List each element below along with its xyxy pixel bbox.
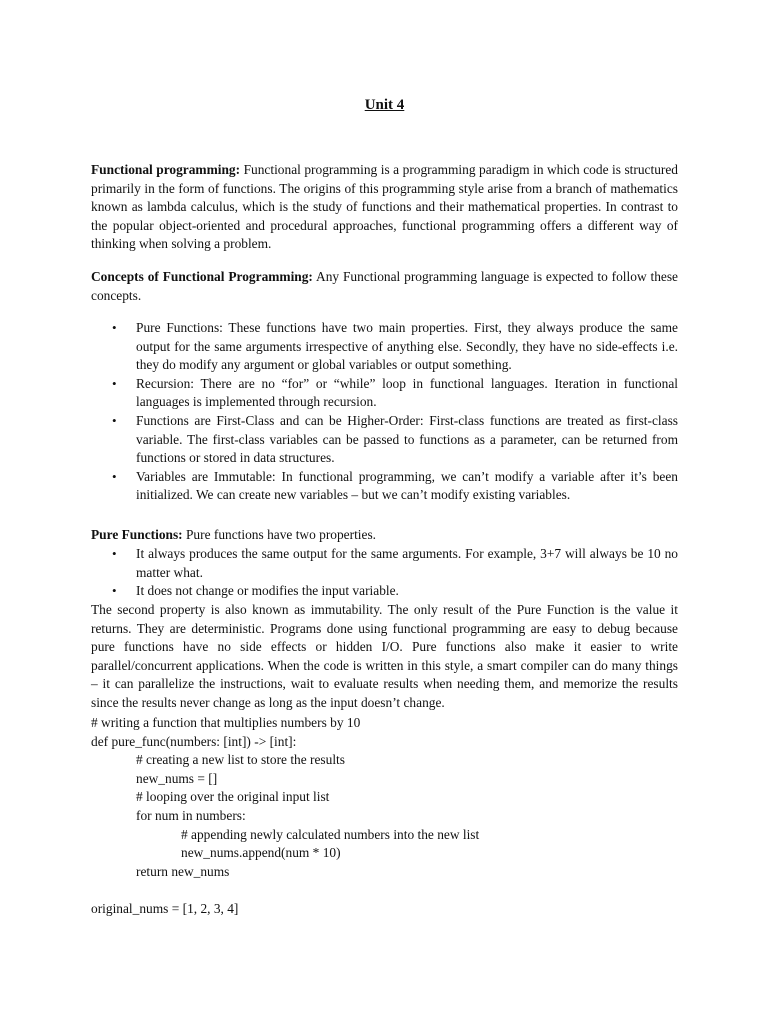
pure-functions-explanation: The second property is also known as immutability. The only result of the Pure Function is the value it returns. They are deterministic. Programs done using functional programming are easy to debug because pure functions have no side effects or hidden I/O. Pure functions also make it easier to write parallel/concurrent applications. When the code is written in this style, a smart compiler can do many things – it can parallelize the instructions, wait to evaluate results when needing them, and memorize the results since the results never change as long as the input doesn’t change. (91, 602, 678, 710)
concepts-paragraph (91, 268, 678, 305)
code-line: # writing a function that multiplies numbers by 10 (91, 715, 361, 730)
pure-functions-paragraph (91, 526, 678, 545)
pure-functions-list (91, 545, 678, 601)
code-line: # looping over the original input list (136, 789, 330, 805)
code-line: new_nums.append(num * 10) (181, 845, 341, 861)
functional-programming-text: Functional programming is a programming paradigm in which code is structured primarily in the form of functions. The origins of this programming style arise from a branch of mathematics known as lambda calculus, which is the study of functions and their mathematical properties. In contrast to the popular object-oriented and procedural approaches, functional programming offers a different way of thinking when solving a problem. (91, 162, 678, 252)
functional-programming-label: Functional programming: (91, 162, 241, 177)
list-item: • Functions are First-Class and can be Higher-Order: First-class functions are treated as first-class variable. The first-class variables can be passed to functions as a parameter, can be returned from functions or stored in data structures. (91, 412, 678, 468)
list-item: • Variables are Immutable: In functional programming, we can’t modify a variable after it’s been initialized. We can create new variables – but we can’t modify existing variables. (91, 468, 678, 505)
code-block (91, 714, 678, 919)
concepts-label: Concepts of Functional Programming: (91, 269, 313, 284)
pure-functions-label: Pure Functions: (91, 527, 183, 542)
code-line: new_nums = [] (136, 770, 218, 786)
list-item: • Pure Functions: These functions have two main properties. First, they always produce the same output for the same arguments irrespective of anything else. Secondly, they have no side-effects i.e. they do modify any argument or global variables or output something. (91, 319, 678, 375)
code-line: original_nums = [1, 2, 3, 4] (91, 900, 239, 916)
pure-functions-text: Pure functions have two properties. (182, 527, 377, 542)
page-title: Unit 4 (364, 97, 405, 113)
code-line: # creating a new list to store the results (136, 752, 345, 768)
code-line: def pure_func(numbers: [int]) -> [int]: (91, 733, 297, 749)
list-item: • It does not change or modifies the input variable. (91, 582, 678, 601)
code-line: return new_nums (136, 863, 230, 879)
functional-programming-paragraph (91, 161, 678, 254)
list-item: • Recursion: There are no “for” or “while” loop in functional languages. Iteration in functional languages is implemented through recursion. (91, 375, 678, 412)
code-line: for num in numbers: (136, 807, 246, 823)
list-item: • It always produces the same output for the same arguments. For example, 3+7 will always be 10 no matter what. (91, 545, 678, 582)
concepts-list (91, 319, 678, 505)
concepts-text: Any Functional programming language is expected to follow these concepts. (91, 269, 679, 303)
code-line: # appending newly calculated numbers into the new list (181, 826, 480, 842)
